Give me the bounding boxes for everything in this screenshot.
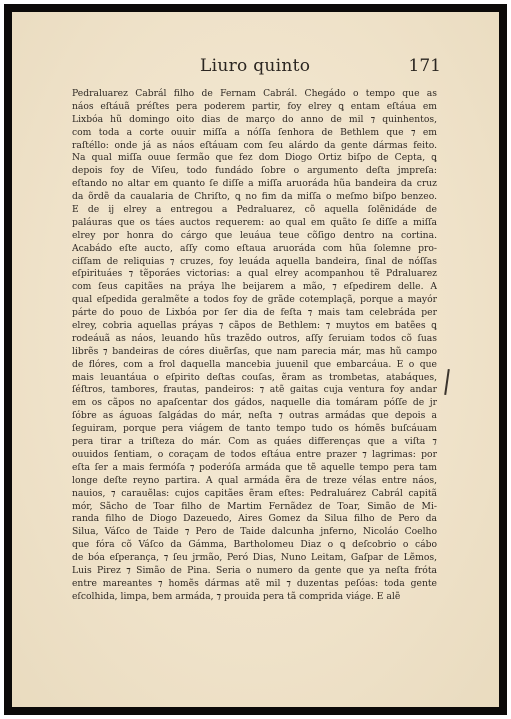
text-line: mais leuantáua o eſpirito deſtas couſas, ẽram as trombetas, atabáques,	[72, 371, 437, 383]
page-number: 171	[408, 56, 441, 76]
text-line: longe deſte reyno partira. A qual armáda ẽra de treze vélas entre náos,	[72, 474, 437, 486]
text-line: em os cãpos no apaſcentar dos gádos, naquelle dia tomáram póſſe de jr	[72, 397, 437, 409]
text-line: elrey, cobria aquellas práyas ⁊ cãpos de Bethlem: ⁊ muytos em batẽes ꝗ	[72, 320, 437, 332]
body-text	[72, 88, 437, 604]
text-line: ouuidos ſentiam, o coraçam de todos eſtáua entre prazer ⁊ lagrimas: por	[72, 448, 437, 460]
text-line: com toda a corte ouuir miſſa a nóſſa ſenhora de Bethlem que ⁊ em	[72, 126, 437, 138]
text-line: párte do pouo de Lixbóa por ſer dia de feſta ⁊ mais tam celebráda per	[72, 307, 437, 319]
text-line: randa filho de Diogo Dazeuedo, Aires Gomez da Silua filho de Pero da	[72, 513, 437, 525]
text-line: eſtando no altar em quanto ſe diſſe a miſſa aruoráda hũa bandeira da cruz	[72, 178, 437, 190]
text-line: Na qual miſſa ouue ſermão que fez dom Diogo Ortiz biſpo de Cepta, ꝗ	[72, 152, 437, 164]
text-line: que fóra cõ Váſco da Gámma, Bartholomeu Diaz o ꝗ deſcobrio o cábo	[72, 539, 437, 551]
text-line: com ſeus capitães na práya lhe beijarem a mão, ⁊ eſpedirem delle. A	[72, 281, 437, 293]
margin-pencil-mark	[444, 369, 449, 395]
text-line: librẽs ⁊ bandeiras de córes diuẽrſas, que nam parecia már, mas hũ campo	[72, 345, 437, 357]
running-title: Liuro quinto	[200, 56, 311, 76]
text-line: qual eſpedida geralmẽte a todos foy de grãde cotemplaçã, porque a mayór	[72, 294, 437, 306]
text-line: eſpirituáes ⁊ tẽporáes victorias: a qual elrey acompanhou tẽ Pdraluarez	[72, 268, 437, 280]
text-line: pera tirar a triſteza do már. Com as quáes differenças que a viſta ⁊	[72, 436, 437, 448]
text-line: náos eſtáuã préſtes pera poderem partir, foy elrey ꝗ entam eſtáua em	[72, 100, 437, 112]
text-line: Lixbóa hũ domingo oito dias de março do anno de mil ⁊ quinhentos,	[72, 113, 437, 125]
text-line: Pedraluarez Cabrál filho de Fernam Cabrál. Chegádo o tempo que as	[72, 88, 437, 99]
text-line: mór, Sãcho de Toar filho de Martim Fernãdez de Toar, Simão de Mi-	[72, 500, 437, 512]
text-line: Silua, Váſco de Taide ⁊ Pero de Taide dalcunha jnferno, Nicoláo Coelho	[72, 526, 437, 538]
text-line: rodeáuã as náos, leuando hũs trazẽdo outros, aſſy ſeruiam todos cõ ſuas	[72, 332, 437, 344]
text-line: paláuras que os táes auctos requerem: ao qual em quãto ſe diſſe a miſſa	[72, 216, 437, 228]
text-line: Acabádo eſte aucto, aſſy como eſtaua aruoráda com hũa ſolemne pro-	[72, 242, 437, 254]
text-line: elrey por honra do cárgo que leuáua teue cõſigo dentro na cortina.	[72, 229, 437, 241]
text-line: depois foy de Viſeu, todo fundádo ſobre o argumento deſta jmpreſa:	[72, 165, 437, 177]
text-line: raſtéllo: onde já as náos eſtáuam com ſeu alárdo da gente dármas feito.	[72, 139, 437, 151]
page-header	[12, 56, 499, 84]
text-line: ſéſtros, tambores, frautas, pandeiros: ⁊ atẽ gaitas cuja ventura foy andar	[72, 384, 437, 396]
text-line: ſóbre as águoas ſalgádas do már, neſta ⁊ outras armádas que depois a	[72, 410, 437, 422]
book-page	[12, 12, 499, 707]
text-line: entre mareantes ⁊ homẽs dármas atẽ mil ⁊ duzentas peſóas: toda gente	[72, 577, 437, 589]
text-line: da õrdẽ da caualaria de Chriſto, ꝗ no fim da miſſa o meſmo biſpo benzeo.	[72, 191, 437, 203]
text-line: ciſſam de reliquias ⁊ cruzes, foy leuáda aquella bandeira, ſinal de nóſſas	[72, 255, 437, 267]
text-line: nauios, ⁊ carauẽlas: cujos capitães ẽram eſtes: Pedraluárez Cabrál capitã	[72, 487, 437, 499]
text-line: de bóa eſperança, ⁊ ſeu jrmão, Peró Dias, Nuno Leitam, Gaſpar de Lẽmos,	[72, 552, 437, 564]
text-line: eſta ſer a mais fermóſa ⁊ poderóſa armáda que tẽ aquelle tempo pera tam	[72, 461, 437, 473]
page-frame	[4, 4, 507, 715]
text-line: de flóres, com a frol daquella mancebia juuenil que embarcáua. E o que	[72, 358, 437, 370]
text-line: E de ij elrey a entregou a Pedraluarez, cõ aquella ſolẽnidáde de	[72, 204, 437, 216]
text-line: Luis Pirez ⁊ Simão de Pina. Seria o numero da gente que ya neſta fróta	[72, 564, 437, 576]
text-line: ſeguiram, porque pera viágem de tanto tempo tudo os hómẽs buſcáuam	[72, 423, 437, 435]
text-line: eſcolhida, limpa, bem armáda, ⁊ prouida pera tã comprida viáge. E alẽ	[72, 590, 401, 602]
